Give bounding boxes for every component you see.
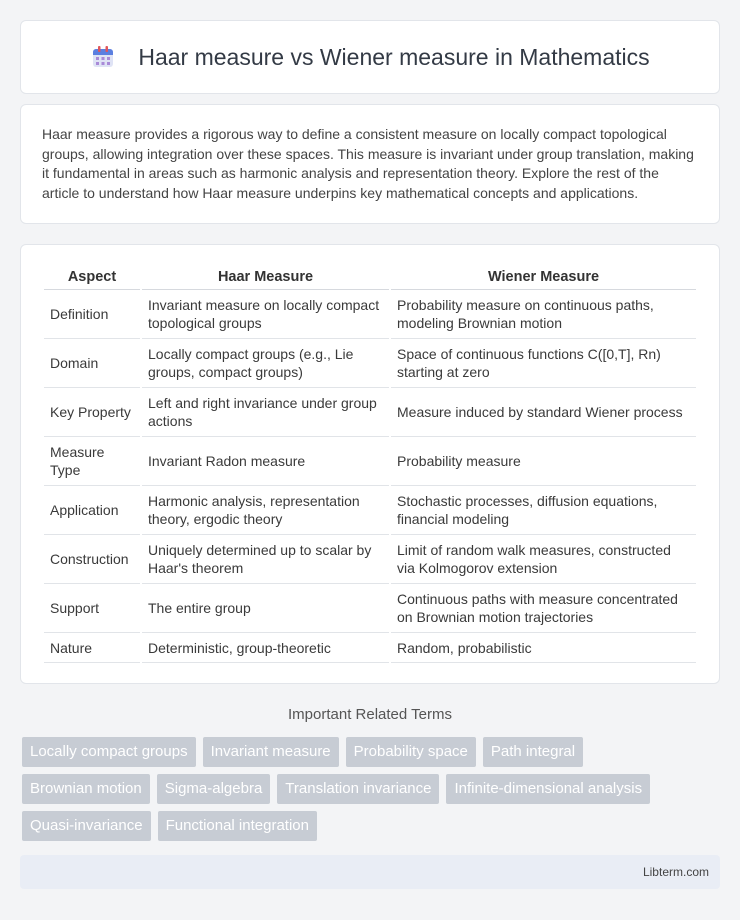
header-wiener: Wiener Measure — [391, 265, 696, 290]
table-row — [44, 388, 696, 437]
header-card — [20, 20, 720, 94]
intro-text: Haar measure provides a rigorous way to define a consistent measure on locally compact topological groups, allowing integration over these spaces. This measure is invariant under group translation, making it fundamental in areas such as harmonic analysis and representation theory. Explore the rest of the article to understand how Haar measure underpins key mathematical concepts and applications. — [42, 126, 694, 201]
table-row — [44, 486, 696, 535]
cell-wiener: Continuous paths with measure concentrated on Brownian motion trajectories — [391, 584, 696, 633]
cell-wiener: Probability measure — [391, 437, 696, 486]
related-terms-list — [22, 737, 718, 848]
term-tag[interactable]: Invariant measure — [203, 737, 339, 767]
cell-haar: Harmonic analysis, representation theory, ergodic theory — [142, 486, 389, 535]
term-tag[interactable]: Probability space — [346, 737, 476, 767]
cell-haar: Locally compact groups (e.g., Lie groups, compact groups) — [142, 339, 389, 388]
cell-haar: Uniquely determined up to scalar by Haar's theorem — [142, 535, 389, 584]
term-tag[interactable]: Quasi-invariance — [22, 811, 151, 841]
cell-haar: Left and right invariance under group actions — [142, 388, 389, 437]
cell-aspect: Application — [44, 486, 140, 535]
page-title: Haar measure vs Wiener measure in Mathematics — [138, 43, 650, 70]
cell-aspect: Key Property — [44, 388, 140, 437]
term-tag[interactable]: Path integral — [483, 737, 583, 767]
cell-haar: Invariant Radon measure — [142, 437, 389, 486]
cell-aspect: Measure Type — [44, 437, 140, 486]
cell-haar: The entire group — [142, 584, 389, 633]
calendar-icon — [90, 44, 116, 70]
term-tag[interactable]: Sigma-algebra — [157, 774, 271, 804]
header-haar: Haar Measure — [142, 265, 389, 290]
cell-wiener: Limit of random walk measures, constructed via Kolmogorov extension — [391, 535, 696, 584]
cell-aspect: Nature — [44, 633, 140, 663]
footer — [20, 855, 720, 889]
table-row — [44, 535, 696, 584]
term-tag[interactable]: Infinite-dimensional analysis — [446, 774, 650, 804]
table-row — [44, 290, 696, 339]
cell-wiener: Measure induced by standard Wiener process — [391, 388, 696, 437]
table-header-row — [44, 265, 696, 290]
table-row — [44, 633, 696, 663]
comparison-table — [42, 265, 698, 663]
cell-haar: Deterministic, group-theoretic — [142, 633, 389, 663]
header-aspect: Aspect — [44, 265, 140, 290]
cell-haar: Invariant measure on locally compact topological groups — [142, 290, 389, 339]
footer-brand-link[interactable]: Libterm.com — [642, 865, 709, 879]
cell-aspect: Domain — [44, 339, 140, 388]
cell-wiener: Space of continuous functions C([0,T], Rn) starting at zero — [391, 339, 696, 388]
comparison-table-card — [20, 244, 720, 684]
table-row — [44, 339, 696, 388]
term-tag[interactable]: Translation invariance — [277, 774, 439, 804]
related-terms-title: Important Related Terms — [288, 706, 452, 723]
cell-aspect: Definition — [44, 290, 140, 339]
table-row — [44, 437, 696, 486]
cell-wiener: Random, probabilistic — [391, 633, 696, 663]
cell-aspect: Construction — [44, 535, 140, 584]
cell-aspect: Support — [44, 584, 140, 633]
intro-card — [20, 104, 720, 224]
cell-wiener: Probability measure on continuous paths, modeling Brownian motion — [391, 290, 696, 339]
table-row — [44, 584, 696, 633]
term-tag[interactable]: Locally compact groups — [22, 737, 196, 767]
term-tag[interactable]: Functional integration — [158, 811, 317, 841]
term-tag[interactable]: Brownian motion — [22, 774, 150, 804]
cell-wiener: Stochastic processes, diffusion equations, financial modeling — [391, 486, 696, 535]
